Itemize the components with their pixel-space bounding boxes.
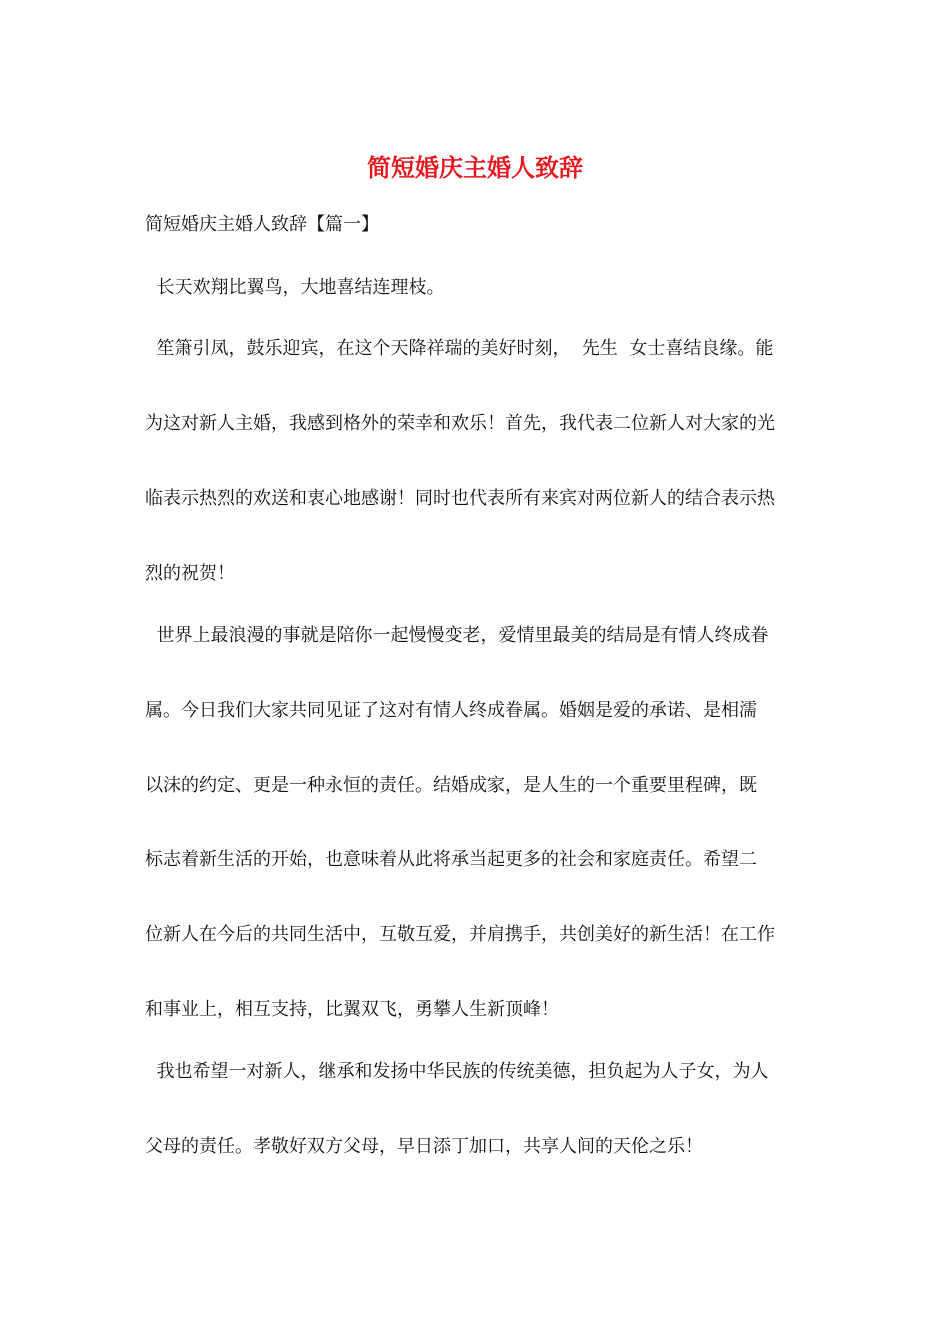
section-heading: 简短婚庆主婚人致辞【篇一】 [145,214,379,235]
document-title: 简短婚庆主婚人致辞 [367,153,583,182]
body-line: 长天欢翔比翼鸟，大地喜结连理枝。 [145,277,445,298]
body-line: 临表示热烈的欢送和衷心地感谢！同时也代表所有来宾对两位新人的结合表示热 [145,488,775,509]
body-line: 我也希望一对新人，继承和发扬中华民族的传统美德，担负起为人子女，为人 [145,1061,769,1082]
body-line: 烈的祝贺！ [145,563,235,584]
body-line: 父母的责任。孝敬好双方父母，早日添丁加口，共享人间的天伦之乐！ [145,1136,703,1157]
body-line: 世界上最浪漫的事就是陪你一起慢慢变老，爱情里最美的结局是有情人终成眷 [145,625,769,646]
body-line: 和事业上，相互支持，比翼双飞，勇攀人生新顶峰！ [145,999,559,1020]
body-line: 属。今日我们大家共同见证了这对有情人终成眷属。婚姻是爱的承诺、是相濡 [145,700,757,721]
body-line: 位新人在今后的共同生活中，互敬互爱，并肩携手，共创美好的新生活！在工作 [145,924,775,945]
body-line: 为这对新人主婚，我感到格外的荣幸和欢乐！首先，我代表二位新人对大家的光 [145,413,775,434]
body-line: 以沫的约定、更是一种永恒的责任。结婚成家，是人生的一个重要里程碑，既 [145,775,757,796]
body-line: 笙箫引凤，鼓乐迎宾，在这个天降祥瑞的美好时刻， 先生 女士喜结良缘。能 [145,338,774,359]
body-line: 标志着新生活的开始，也意味着从此将承当起更多的社会和家庭责任。希望二 [145,849,757,870]
